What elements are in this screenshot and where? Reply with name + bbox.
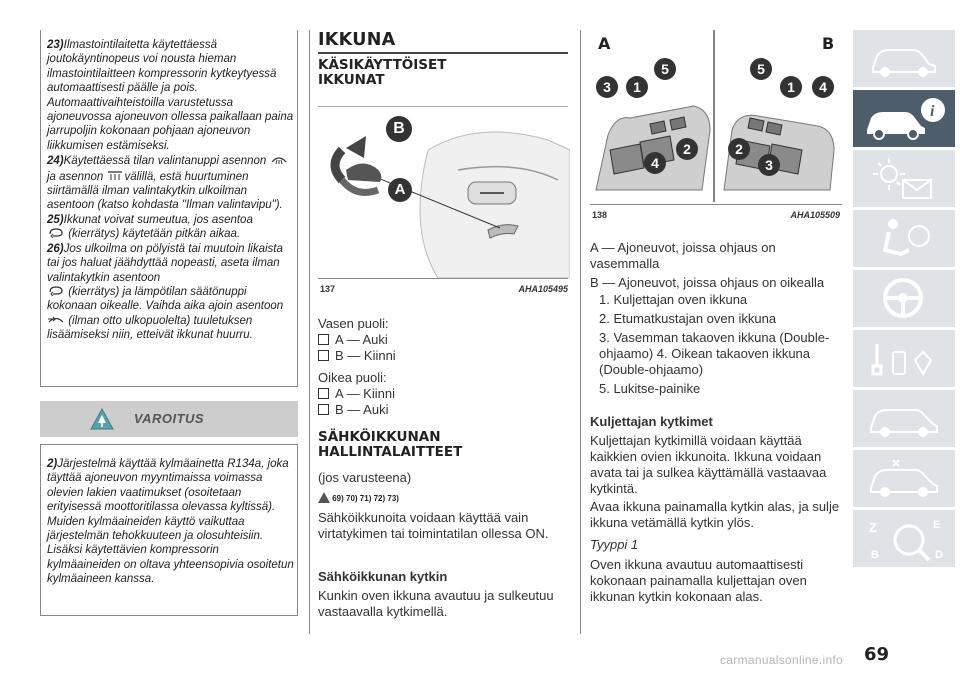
note-text: välillä, estä huurtuminen siirtämällä ilman valintakytkin ulkoilman asentoon (katso kohdasta "Ilman valintavipu"). xyxy=(47,170,283,212)
note-24 xyxy=(47,153,295,213)
chapter-tab-steering[interactable] xyxy=(853,270,955,327)
column-divider xyxy=(580,30,581,634)
page-number: 69 xyxy=(864,644,890,665)
callout: 3 xyxy=(596,76,618,98)
list-item-text: A — Kiinni xyxy=(335,386,395,401)
callout: 1 xyxy=(780,76,802,98)
refs-text: 69) 70) 71) 72) 73) xyxy=(332,494,399,503)
callout: 4 xyxy=(644,152,666,174)
chapter-tab-info[interactable] xyxy=(853,90,955,147)
figure-137 xyxy=(318,110,570,278)
list-item xyxy=(318,332,570,348)
notes-box xyxy=(40,30,298,387)
note-26 xyxy=(47,242,295,343)
warning-triangle-icon xyxy=(318,492,330,505)
chapter-tab-lights[interactable] xyxy=(853,150,955,207)
note-text: Käytettäessä tilan valintanuppi asennon xyxy=(63,155,267,168)
car-outline-icon xyxy=(853,30,955,87)
body-paragraph: Kunkin oven ikkuna avautuu ja sulkeutuu vastaavalla kytkimellä. xyxy=(318,588,554,619)
car-service-icon xyxy=(853,390,955,447)
chapter-tab-airbag[interactable] xyxy=(853,210,955,267)
legend-item: 3. Vasemman takaoven ikkuna (Double-ohjaamo) 4. Oikean takaoven ikkuna (Double-ohjaamo) xyxy=(599,330,830,377)
callout: 2 xyxy=(728,138,750,160)
legend-line: B — Ajoneuvot, joissa ohjaus on oikealla xyxy=(590,275,825,290)
list-item xyxy=(318,386,570,402)
note-text: Ikkunat voivat sumeutua, jos asentoa xyxy=(63,213,253,226)
airbag-icon xyxy=(853,210,955,267)
note-num: 24) xyxy=(47,155,64,168)
note-num: 25) xyxy=(47,213,64,226)
alphabet-index-icon xyxy=(853,510,955,567)
type-label: Tyyppi 1 xyxy=(590,537,639,552)
left-side-list xyxy=(318,316,570,418)
car-info-icon xyxy=(853,90,955,147)
column-divider xyxy=(309,30,310,634)
defrost-icon xyxy=(106,169,124,179)
subsection-title xyxy=(318,58,446,88)
power-windows-title xyxy=(318,430,462,460)
legend-item: 5. Lukitse-painike xyxy=(599,381,701,396)
note-text: ja asennon xyxy=(47,170,104,183)
warning-header xyxy=(40,401,298,437)
list-item-text: B — Auki xyxy=(335,402,389,417)
list-item xyxy=(318,348,570,364)
note-text: (kierrätys) käytetään pitkän aikaa. xyxy=(68,228,241,241)
svg-text:D: D xyxy=(935,549,943,561)
subsection-title-line: IKKUNAT xyxy=(318,72,385,88)
figure-legend xyxy=(590,240,840,397)
note-num: 23) xyxy=(47,39,64,51)
body-paragraph: Sähköikkunoita voidaan käyttää vain virtatykimen tai toimintatilan ollessa ON. xyxy=(318,510,549,541)
figure-label-b: B xyxy=(822,34,835,53)
callout: 1 xyxy=(626,76,648,98)
chapter-tab-car[interactable] xyxy=(853,30,955,87)
chapter-tab-index[interactable] xyxy=(853,510,955,567)
callout-b: B xyxy=(386,116,412,142)
equipped-note: (jos varusteena) xyxy=(318,470,412,485)
chapter-tab-emergency[interactable] xyxy=(853,330,955,387)
note-text: Jos ulkoilma on pölyistä tai muutoin likaista tai jos haluat jäähdyttää nopeasti, aseta ilman valintakytkin asentoon xyxy=(47,242,283,284)
figure-number: 138 xyxy=(592,210,608,220)
callout: 5 xyxy=(750,58,772,80)
list-item xyxy=(318,402,570,418)
svg-text:Z: Z xyxy=(869,520,877,535)
body-paragraph: Kuljettajan kytkimillä voidaan käyttää kaikkien ovien ikkunoita. Ikkuna voidaan avata tai ja sulkea käyttämällä vastaavaa kytkintä. xyxy=(590,433,827,496)
recirculation-icon xyxy=(47,227,65,237)
note-text: (kierrätys) ja lämpötilan säätönuppi kokonaan oikealle. Vaihda aika ajoin asentoon xyxy=(47,285,284,313)
fresh-air-icon xyxy=(47,314,65,324)
body-paragraph: Avaa ikkuna painamalla kytkin alas, ja sulje ikkuna vetämällä kytkin ylös. xyxy=(590,499,840,530)
list-heading: Vasen puoli: xyxy=(318,316,389,331)
callout: 4 xyxy=(812,76,834,98)
callout: 5 xyxy=(654,58,676,80)
list-item-text: A — Auki xyxy=(335,332,388,347)
svg-text:i: i xyxy=(930,103,935,120)
steering-wheel-icon xyxy=(853,270,955,327)
windshield-defrost-icon xyxy=(270,153,288,163)
section-title: IKKUNA xyxy=(318,30,396,50)
chapter-tab-service[interactable] xyxy=(853,390,955,447)
warning-title: VAROITUS xyxy=(133,411,205,426)
callout-a: A xyxy=(388,178,412,202)
checkbox-icon xyxy=(318,388,329,399)
title-line: SÄHKÖIKKUNAN xyxy=(318,429,441,445)
car-specs-icon xyxy=(853,450,955,507)
figure-caption-rule xyxy=(318,278,568,279)
figure-code: AHA105495 xyxy=(518,284,568,294)
key-fuel-icon xyxy=(853,330,955,387)
note-text: Ilmastointilaitetta käytettäessä joutokäyntinopeus voi nousta hieman ilmastointilaitteen kompressorin kytkeytyessä automaattisesti päälle ja pois. Automaattivaihteistoilla varustetussa ajoneuvossa ajoneuvon ollessa paikallaan paina jarrupoljin kokonaan pohjaan ajoneuvon liikkumisen estämiseksi. xyxy=(47,39,294,152)
svg-text:E: E xyxy=(933,519,941,531)
checkbox-icon xyxy=(318,334,329,345)
note-num: 2) xyxy=(47,458,58,470)
title-line: HALLINTALAITTEET xyxy=(318,444,463,460)
dashboard-lights-icon xyxy=(853,150,955,207)
figure-code: AHA105509 xyxy=(790,210,840,220)
watermark: carmanualsonline.info xyxy=(720,653,844,667)
figure-138 xyxy=(590,30,842,202)
warning-box xyxy=(40,444,298,616)
subheading: Kuljettajan kytkimet xyxy=(590,414,713,429)
checkbox-icon xyxy=(318,350,329,361)
refs-line xyxy=(318,492,399,505)
figure-label-a: A xyxy=(598,34,611,53)
legend-line: A — Ajoneuvot, joissa ohjaus on vasemmalla xyxy=(590,240,776,271)
list-heading: Oikea puoli: xyxy=(318,370,387,385)
list-item-text: B — Kiinni xyxy=(335,348,396,363)
figure-caption-rule xyxy=(590,204,842,205)
callout: 2 xyxy=(676,138,698,160)
figure-top-rule xyxy=(318,106,568,107)
subsection-title-line: KÄSIKÄYTTÖISET xyxy=(318,57,447,73)
figure-number: 137 xyxy=(320,284,336,294)
note-23 xyxy=(47,38,295,153)
warning-note xyxy=(47,457,295,587)
chapter-tab-specs[interactable] xyxy=(853,450,955,507)
body-paragraph: Oven ikkuna avautuu automaattisesti kokonaan painamalla kuljettajan oven ikkunan kytkin kokonaan alas. xyxy=(590,557,807,604)
warning-text: Järjestelmä käyttää kylmäainetta R134a, joka täyttää ajoneuvon myyntimaissa voimassa olevien lakien vaatimukset (osoitetaan erityisessä moottoritilassa olevassa kyltissä). Muiden kylmäaineiden käyttö vaikuttaa järjestelmän tehokkuuteen ja olosuhteisiin. Lisäksi käytettävien kompressorin kylmäaineiden on oltava yhteensopivia osoitetun kylmäaineen kanssa. xyxy=(47,458,294,586)
checkbox-icon xyxy=(318,404,329,415)
svg-text:B: B xyxy=(871,549,879,561)
callout: 3 xyxy=(758,154,780,176)
note-25 xyxy=(47,213,295,242)
legend-item: 2. Etumatkustajan oven ikkuna xyxy=(599,311,777,326)
title-rule xyxy=(318,52,568,54)
note-text: (ilman otto ulkopuolelta) tuuletuksen lisäämiseksi niin, etteivät ikkunat huurru. xyxy=(47,314,253,342)
legend-item: 1. Kuljettajan oven ikkuna xyxy=(599,292,748,307)
note-num: 26) xyxy=(47,242,64,255)
subheading: Sähköikkunan kytkin xyxy=(318,569,448,584)
recirculation-icon xyxy=(47,285,65,295)
